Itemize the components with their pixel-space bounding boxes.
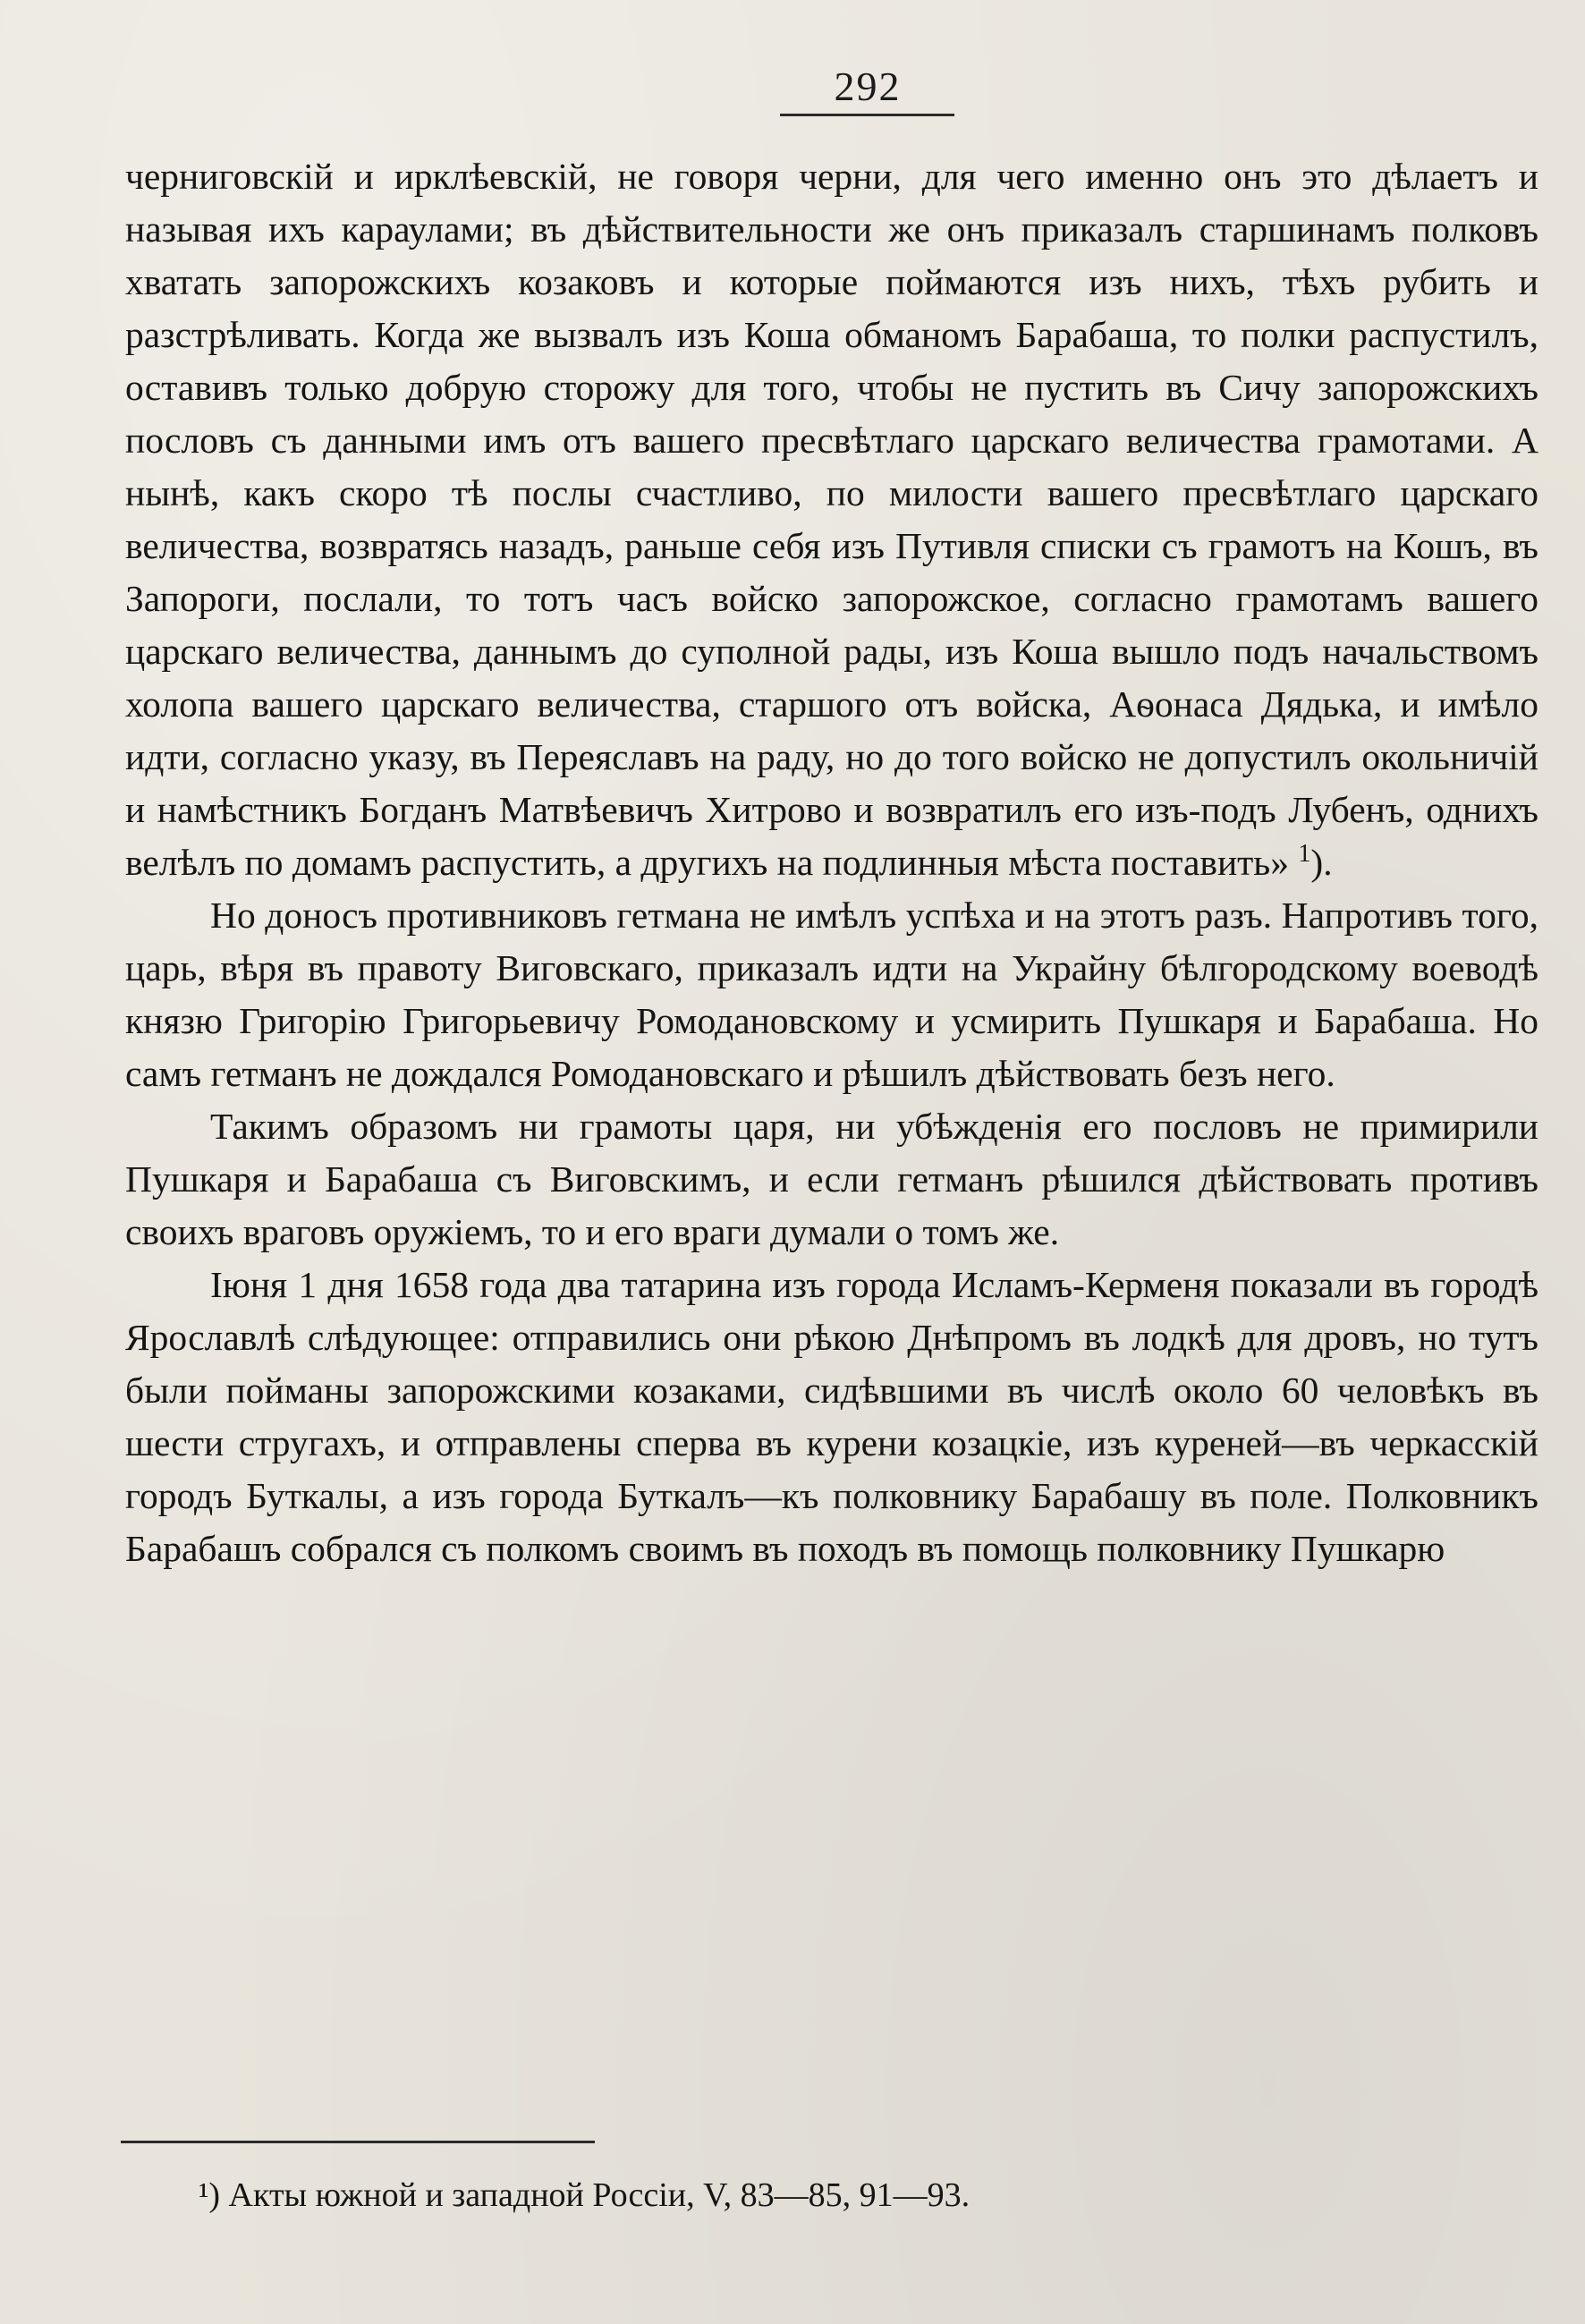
page-number: 292 — [834, 64, 902, 109]
paragraph-tail: ). — [1310, 842, 1333, 883]
paragraph-text: Но доносъ противниковъ гетмана не имѣлъ успѣха и на этотъ разъ. Напротивъ того, царь, вѣря въ правоту Виговскаго, приказалъ идти на Украйну бѣлгородскому воеводѣ князю Григорію Григорьевичу Ромодановскому и усмирить Пушкаря и Барабаша. Но самъ гетманъ не дождался Ромодановскаго и рѣшилъ дѣйствовать безъ него. — [125, 895, 1538, 1094]
body-text — [125, 150, 1538, 1575]
footnote: ¹) Акты южной и западной Россіи, V, 83—85, 91—93. — [199, 2176, 970, 2214]
paragraph — [125, 150, 1538, 889]
paragraph — [125, 1259, 1538, 1575]
paragraph-text: Іюня 1 дня 1658 года два татарина изъ города Исламъ-Керменя показали въ городѣ Ярославлѣ слѣдующее: отправились они рѣкою Днѣпромъ въ лодкѣ для дровъ, но тутъ были пойманы запорожскими козаками, сидѣвшими въ числѣ около 60 человѣкъ въ шести стругахъ, и отправлены сперва въ курени козацкіе, изъ куреней—въ черкасскій городъ Буткалы, а изъ города Буткалъ—къ полковнику Барабашу въ поле. Полковникъ Барабашъ собрался съ полкомъ своимъ въ походъ въ помощь полковнику Пушкарю — [125, 1264, 1538, 1569]
paragraph-text: Такимъ образомъ ни грамоты царя, ни убѣжденія его пословъ не примирили Пушкаря и Барабаша съ Виговскимъ, и если гетманъ рѣшился дѣйствовать противъ своихъ враговъ оружіемъ, то и его враги думали о томъ же. — [125, 1106, 1538, 1252]
paragraph — [125, 1100, 1538, 1259]
page-number-rule — [780, 114, 954, 116]
footnote-rule — [121, 2141, 595, 2143]
footnote-reference: 1 — [1298, 840, 1311, 869]
paragraph — [125, 889, 1538, 1100]
paragraph-text: черниговскій и ирклѣевскій, не говоря черни, для чего именно онъ это дѣлаетъ и называя ихъ караулами; въ дѣйствительности же онъ приказалъ старшинамъ полковъ хватать запорожскихъ козаковъ и которые поймаются изъ нихъ, тѣхъ рубить и разстрѣливать. Когда же вызвалъ изъ Коша обманомъ Барабаша, то полки распустилъ, оставивъ только добрую сторожу для того, чтобы не пустить въ Сичу запорожскихъ пословъ съ данными имъ отъ вашего пресвѣтлаго царскаго величества грамотами. А нынѣ, какъ скоро тѣ послы счастливо, по милости вашего пресвѣтлаго царскаго величества, возвратясь назадъ, раньше себя изъ Путивля списки съ грамотъ на Кошъ, въ Запороги, послали, то тотъ часъ войско запорожское, согласно грамотамъ вашего царскаго величества, даннымъ до суполной рады, изъ Коша вышло подъ начальствомъ холопа вашего царскаго величества, старшого отъ войска, Аѳонаса Дядька, и имѣло идти, согласно указу, въ Переяславъ на раду, но до того войско не допустилъ окольничій и намѣстникъ Богданъ Матвѣевичъ Хитрово и возвратилъ его изъ-подъ Лубенъ, однихъ велѣлъ по домамъ распустить, а другихъ на подлинныя мѣста поставить» — [125, 156, 1538, 883]
